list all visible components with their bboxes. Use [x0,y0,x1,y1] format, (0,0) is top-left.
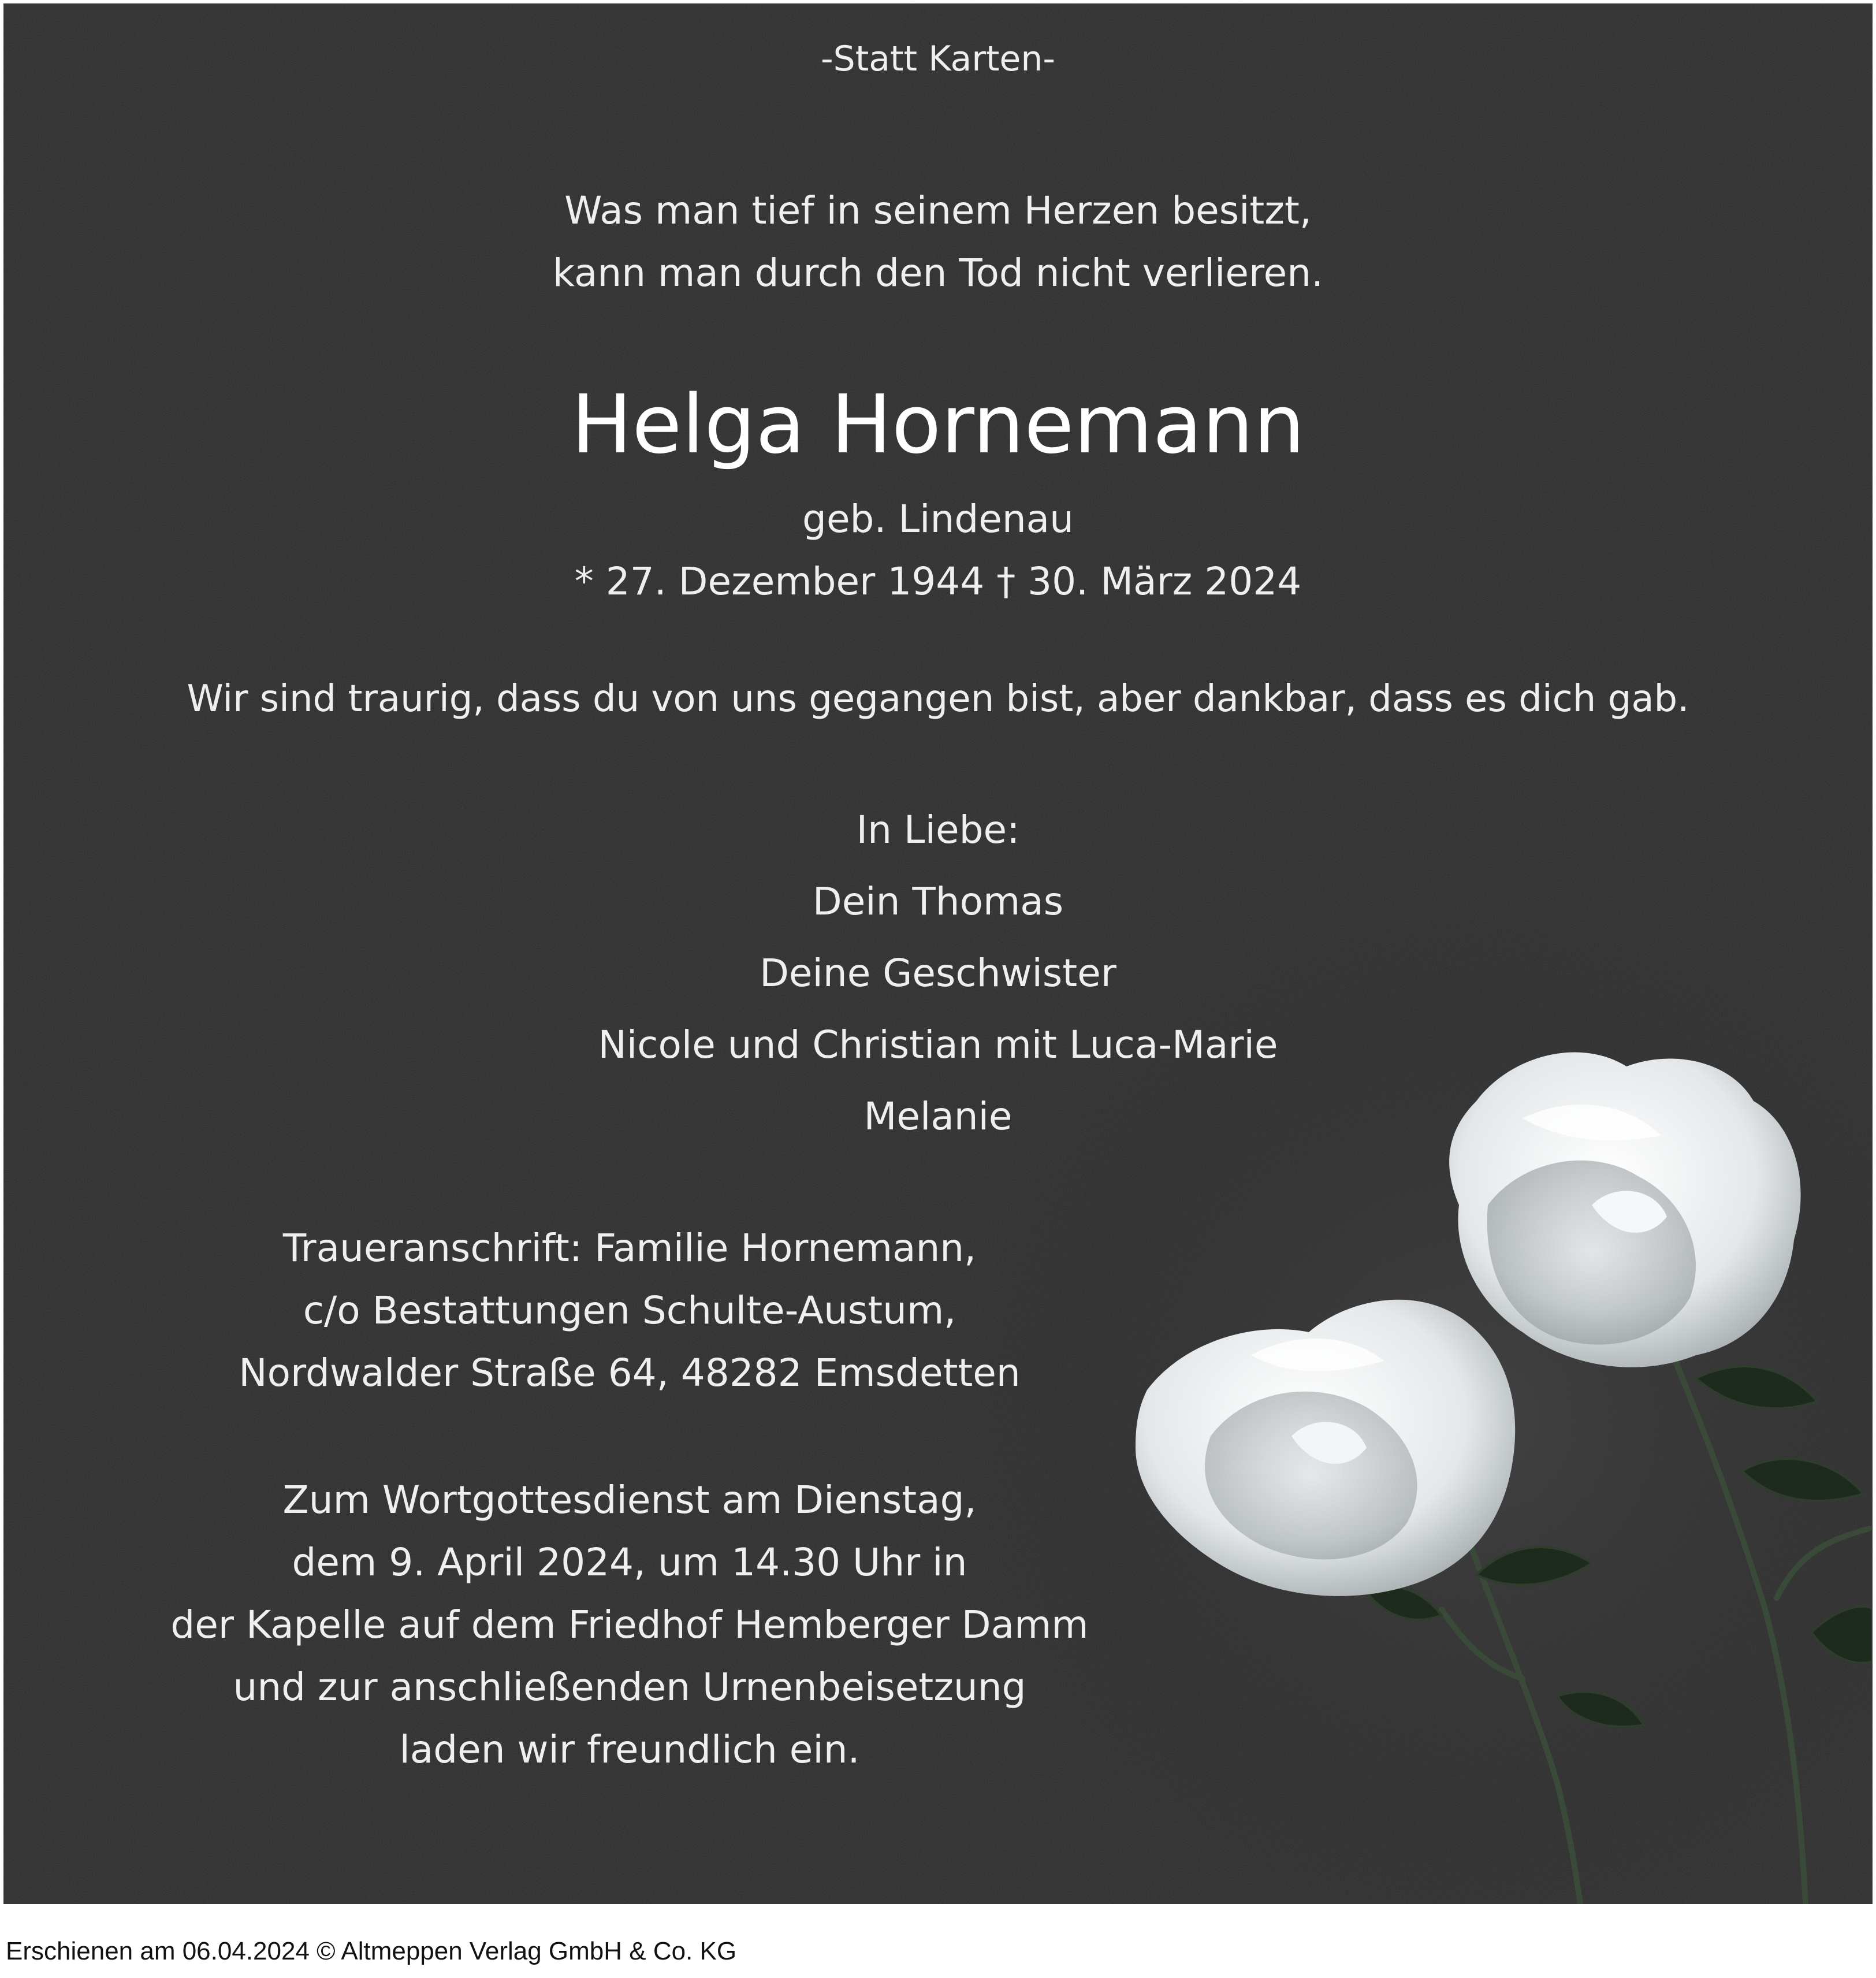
address-line-1: Traueranschrift: Familie Hornemann, [282,1226,977,1270]
life-dates: * 27. Dezember 1944 † 30. März 2024 [574,559,1302,604]
publication-footer: Erschienen am 06.04.2024 © Altmeppen Verlag GmbH & Co. KG [6,1937,737,1965]
obituary-card [3,3,1873,1904]
quote-line-1: Was man tief in seinem Herzen besitzt, [564,188,1312,233]
address-line-3: Nordwalder Straße 64, 48282 Emsdetten [239,1351,1021,1395]
service-line-4: und zur anschließenden Urnenbeisetzung [233,1665,1026,1709]
maiden-name: geb. Lindenau [802,497,1074,541]
white-roses-image [1118,1032,1873,1904]
service-line-2: dem 9. April 2024, um 14.30 Uhr in [292,1540,967,1585]
deceased-name: Helga Hornemann [571,378,1305,472]
service-line-3: der Kapelle auf dem Friedhof Hemberger Damm [170,1603,1089,1647]
service-line-5: laden wir freundlich ein. [399,1727,860,1772]
quote-line-2: kann man durch den Tod nicht verlieren. [552,251,1324,295]
love-heading: In Liebe: [856,808,1020,852]
service-line-1: Zum Wortgottesdienst am Dienstag, [282,1478,977,1522]
intro-line: -Statt Karten- [821,39,1055,79]
family-member-3: Nicole und Christian mit Luca-Marie [598,1023,1278,1067]
address-line-2: c/o Bestattungen Schulte-Austum, [303,1288,956,1333]
family-member-4: Melanie [863,1094,1013,1139]
family-member-2: Deine Geschwister [760,951,1116,995]
family-member-1: Dein Thomas [812,879,1064,924]
farewell-message: Wir sind traurig, dass du von uns gegangen bist, aber dankbar, dass es dich gab. [187,678,1689,720]
